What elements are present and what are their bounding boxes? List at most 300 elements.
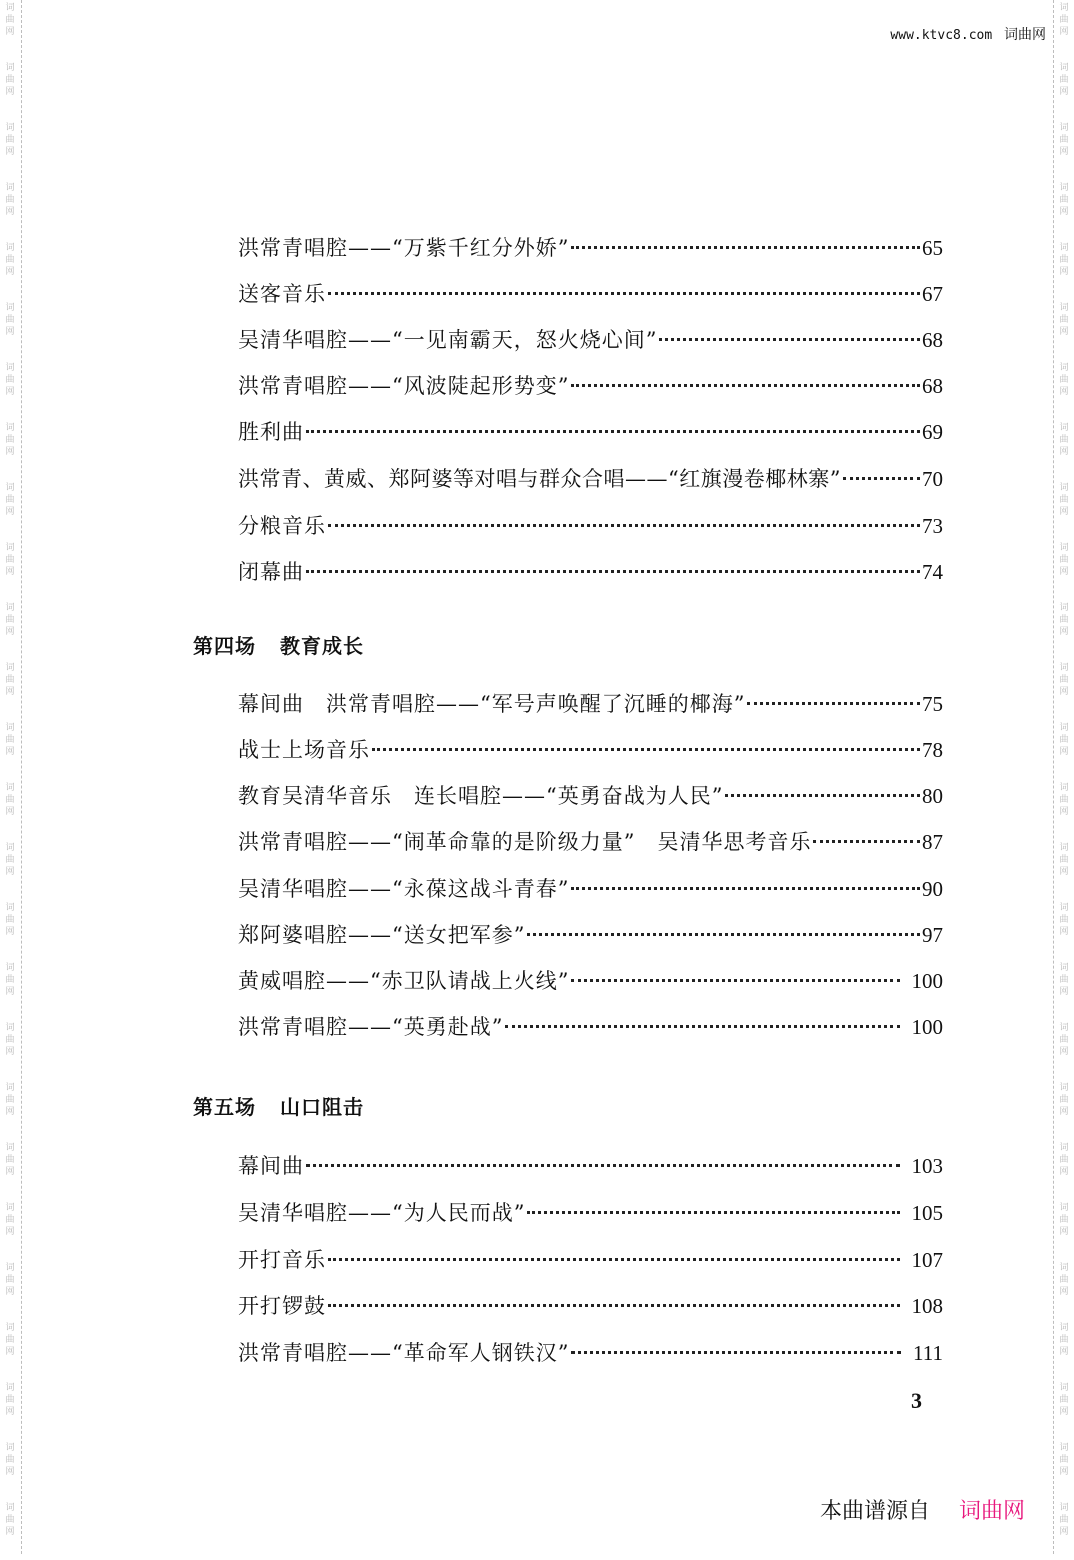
toc-entry-title: 分粮音乐 (238, 514, 326, 538)
watermark-group (5, 1320, 14, 1380)
toc-entry-title: 吴清华唱腔——“一见南霸天，怒火烧心间” (238, 328, 658, 352)
watermark-char: 网 (1059, 1107, 1069, 1117)
toc-entry-title: 教育吴清华音乐 连长唱腔——“英勇奋战为人民” (238, 784, 724, 808)
watermark-char: 词 (5, 3, 15, 13)
right-margin-dashed-line (1053, 0, 1054, 1554)
watermark-char: 网 (5, 147, 15, 157)
dot-leader (813, 840, 920, 843)
watermark-group (1059, 720, 1068, 780)
watermark-char: 网 (5, 627, 15, 637)
right-watermark-column (1055, 0, 1073, 1560)
watermark-group (5, 600, 14, 660)
watermark-group (5, 660, 14, 720)
scene-number: 第四场 (193, 634, 256, 658)
watermark-char: 曲 (5, 555, 15, 565)
watermark-group (5, 1020, 14, 1080)
watermark-char: 网 (5, 807, 15, 817)
watermark-char: 网 (1059, 447, 1069, 457)
toc-entry-page: 68 (922, 374, 943, 398)
watermark-char: 曲 (5, 315, 15, 325)
watermark-char: 曲 (5, 915, 15, 925)
toc-entry-title: 洪常青唱腔——“英勇赴战” (238, 1015, 504, 1039)
toc-entry-title: 战士上场音乐 (238, 738, 370, 762)
watermark-char: 网 (1059, 1407, 1069, 1417)
dot-leader (571, 1351, 901, 1354)
watermark-char: 网 (5, 1527, 15, 1537)
toc-entry (238, 782, 943, 810)
toc-entry (238, 326, 943, 354)
dot-leader (659, 338, 920, 341)
toc-entry (238, 1199, 943, 1227)
toc-entry-page: 100 (911, 969, 943, 993)
toc-entry-title: 吴清华唱腔——“为人民而战” (238, 1201, 526, 1225)
watermark-char: 网 (5, 687, 15, 697)
toc-entry-title: 送客音乐 (238, 282, 326, 306)
watermark-char: 词 (5, 303, 15, 313)
site-header (890, 24, 1046, 44)
toc-entry-page: 87 (922, 830, 943, 854)
watermark-group (5, 1440, 14, 1500)
watermark-char: 网 (5, 447, 15, 457)
watermark-group (1059, 660, 1068, 720)
watermark-char: 网 (1059, 867, 1069, 877)
dot-leader (505, 1025, 899, 1028)
watermark-group (1059, 780, 1068, 840)
watermark-char: 网 (1059, 747, 1069, 757)
watermark-group (1059, 1080, 1068, 1140)
watermark-char: 词 (5, 1203, 15, 1213)
toc-entry-page: 111 (913, 1341, 943, 1365)
left-watermark-column (1, 0, 19, 1560)
watermark-char: 曲 (5, 255, 15, 265)
toc-entry-page: 107 (911, 1248, 943, 1272)
watermark-char: 网 (5, 1407, 15, 1417)
watermark-char: 网 (1059, 567, 1069, 577)
toc-entry (238, 418, 943, 446)
watermark-char: 曲 (1059, 1515, 1069, 1525)
watermark-char: 网 (1059, 27, 1069, 37)
toc-entry-title: 幕间曲 (238, 1154, 304, 1178)
toc-entry (238, 1246, 943, 1274)
scene-number: 第五场 (193, 1095, 256, 1119)
watermark-char: 曲 (1059, 315, 1069, 325)
watermark-char: 网 (5, 1107, 15, 1117)
watermark-group (1059, 420, 1068, 480)
footer-source (820, 1494, 1025, 1525)
dot-leader (372, 748, 920, 751)
toc-entry-title: 开打音乐 (238, 1248, 326, 1272)
toc-entry-title: 洪常青唱腔——“闹革命靠的是阶级力量” 吴清华思考音乐 (238, 830, 812, 854)
watermark-char: 网 (5, 27, 15, 37)
watermark-char: 曲 (5, 375, 15, 385)
watermark-char: 词 (1059, 1383, 1069, 1393)
watermark-group (5, 720, 14, 780)
scene-name: 山口阻击 (280, 1095, 364, 1119)
watermark-char: 词 (5, 663, 15, 673)
toc-entry (238, 828, 943, 856)
watermark-char: 曲 (1059, 795, 1069, 805)
watermark-char: 网 (5, 927, 15, 937)
watermark-char: 词 (1059, 1323, 1069, 1333)
watermark-char: 网 (1059, 1347, 1069, 1357)
watermark-char: 网 (1059, 1527, 1069, 1537)
watermark-group (1059, 240, 1068, 300)
watermark-group (5, 1500, 14, 1560)
watermark-char: 曲 (1059, 495, 1069, 505)
watermark-char: 词 (1059, 663, 1069, 673)
watermark-group (1059, 300, 1068, 360)
watermark-char: 词 (5, 543, 15, 553)
watermark-char: 曲 (1059, 1395, 1069, 1405)
watermark-char: 词 (1059, 603, 1069, 613)
watermark-char: 网 (1059, 627, 1069, 637)
watermark-char: 曲 (1059, 255, 1069, 265)
toc-entry-page: 74 (922, 560, 943, 584)
watermark-group (5, 840, 14, 900)
watermark-char: 曲 (5, 1275, 15, 1285)
toc-entry-title: 开打锣鼓 (238, 1294, 326, 1318)
watermark-char: 网 (5, 567, 15, 577)
watermark-char: 词 (5, 783, 15, 793)
watermark-char: 词 (5, 1143, 15, 1153)
watermark-char: 词 (5, 483, 15, 493)
toc-entry-page: 105 (911, 1201, 943, 1225)
watermark-char: 词 (1059, 723, 1069, 733)
watermark-group (5, 360, 14, 420)
toc-entry (238, 558, 943, 586)
watermark-char: 曲 (1059, 15, 1069, 25)
watermark-char: 词 (5, 1503, 15, 1513)
watermark-char: 网 (1059, 267, 1069, 277)
watermark-group (5, 240, 14, 300)
watermark-group (1059, 360, 1068, 420)
watermark-group (1059, 1380, 1068, 1440)
watermark-char: 词 (5, 1083, 15, 1093)
dot-leader (747, 702, 920, 705)
toc-entry (238, 921, 943, 949)
toc-entry-page: 80 (922, 784, 943, 808)
watermark-char: 曲 (1059, 1215, 1069, 1225)
watermark-group (1059, 1200, 1068, 1260)
watermark-group (1059, 900, 1068, 960)
watermark-group (1059, 540, 1068, 600)
watermark-group (5, 1380, 14, 1440)
section-heading-scene4 (193, 630, 364, 659)
watermark-char: 曲 (5, 675, 15, 685)
watermark-group (5, 780, 14, 840)
watermark-char: 词 (5, 63, 15, 73)
toc-entry-title: 幕间曲 洪常青唱腔——“军号声唤醒了沉睡的椰海” (238, 692, 746, 716)
watermark-char: 曲 (1059, 1275, 1069, 1285)
watermark-char: 词 (1059, 423, 1069, 433)
watermark-char: 网 (1059, 927, 1069, 937)
toc-entry-page: 90 (922, 877, 943, 901)
watermark-group (1059, 840, 1068, 900)
toc-entry (238, 1292, 943, 1320)
watermark-char: 网 (5, 747, 15, 757)
toc-entry-title: 黄威唱腔——“赤卫队请战上火线” (238, 969, 570, 993)
watermark-group (5, 300, 14, 360)
watermark-char: 曲 (5, 495, 15, 505)
dot-leader (725, 794, 920, 797)
watermark-char: 词 (1059, 1203, 1069, 1213)
watermark-char: 词 (1059, 63, 1069, 73)
source-label: 本曲谱源自 (820, 1499, 931, 1524)
toc-entry-title: 洪常青唱腔——“风波陡起形势变” (238, 374, 570, 398)
watermark-char: 曲 (5, 15, 15, 25)
watermark-char: 曲 (5, 195, 15, 205)
dot-leader (328, 1304, 900, 1307)
watermark-char: 网 (1059, 1227, 1069, 1237)
watermark-char: 曲 (1059, 1455, 1069, 1465)
toc-entry (238, 1013, 943, 1041)
watermark-char: 网 (1059, 327, 1069, 337)
watermark-char: 词 (1059, 483, 1069, 493)
dot-leader (571, 384, 920, 387)
dot-leader (328, 1258, 900, 1261)
watermark-group (1059, 60, 1068, 120)
watermark-group (1059, 1260, 1068, 1320)
watermark-char: 网 (5, 867, 15, 877)
dot-leader (328, 524, 920, 527)
toc-entry (238, 1152, 943, 1180)
watermark-char: 网 (5, 507, 15, 517)
watermark-char: 词 (1059, 1023, 1069, 1033)
watermark-char: 曲 (5, 855, 15, 865)
watermark-char: 词 (5, 1443, 15, 1453)
toc-entry-page: 69 (922, 420, 943, 444)
watermark-char: 网 (5, 1467, 15, 1477)
dot-leader (527, 1211, 899, 1214)
toc-entry-page: 75 (922, 692, 943, 716)
watermark-char: 词 (5, 423, 15, 433)
watermark-group (1059, 1440, 1068, 1500)
dot-leader (571, 979, 899, 982)
watermark-char: 曲 (5, 735, 15, 745)
watermark-char: 词 (1059, 1083, 1069, 1093)
watermark-group (1059, 120, 1068, 180)
section-heading-scene5 (193, 1091, 364, 1120)
watermark-char: 曲 (5, 975, 15, 985)
toc-entry (238, 512, 943, 540)
watermark-char: 词 (1059, 1263, 1069, 1273)
watermark-char: 网 (5, 1167, 15, 1177)
scene-name: 教育成长 (280, 634, 364, 658)
watermark-char: 词 (5, 963, 15, 973)
watermark-char: 词 (1059, 963, 1069, 973)
watermark-char: 网 (1059, 1047, 1069, 1057)
watermark-char: 词 (5, 123, 15, 133)
watermark-char: 曲 (1059, 855, 1069, 865)
watermark-char: 曲 (1059, 615, 1069, 625)
watermark-char: 词 (5, 1023, 15, 1033)
watermark-group (5, 1200, 14, 1260)
watermark-char: 网 (5, 1347, 15, 1357)
watermark-char: 词 (5, 1323, 15, 1333)
watermark-char: 网 (5, 1047, 15, 1057)
toc-entry-page: 100 (911, 1015, 943, 1039)
watermark-char: 网 (5, 1287, 15, 1297)
dot-leader (328, 292, 920, 295)
watermark-char: 网 (5, 327, 15, 337)
watermark-char: 曲 (5, 1395, 15, 1405)
watermark-char: 词 (1059, 783, 1069, 793)
watermark-char: 词 (1059, 363, 1069, 373)
watermark-char: 网 (1059, 1167, 1069, 1177)
watermark-char: 词 (1059, 1503, 1069, 1513)
dot-leader (306, 430, 920, 433)
watermark-char: 曲 (1059, 975, 1069, 985)
watermark-char: 词 (1059, 123, 1069, 133)
watermark-char: 词 (5, 183, 15, 193)
watermark-char: 曲 (1059, 735, 1069, 745)
site-name: 词曲网 (1004, 27, 1046, 43)
watermark-char: 网 (5, 87, 15, 97)
toc-entry-title: 郑阿婆唱腔——“送女把军参” (238, 923, 526, 947)
watermark-char: 网 (5, 1227, 15, 1237)
watermark-group (5, 0, 14, 60)
toc-entry-page: 78 (922, 738, 943, 762)
toc-entry-page: 65 (922, 236, 943, 260)
watermark-char: 词 (5, 603, 15, 613)
toc-entry-page: 68 (922, 328, 943, 352)
watermark-char: 网 (1059, 807, 1069, 817)
watermark-char: 网 (1059, 987, 1069, 997)
toc-entry-title: 吴清华唱腔——“永葆这战斗青春” (238, 877, 570, 901)
toc-entry (238, 234, 943, 262)
watermark-char: 曲 (1059, 1155, 1069, 1165)
toc-entry (238, 465, 943, 493)
watermark-char: 曲 (1059, 1035, 1069, 1045)
watermark-char: 曲 (1059, 375, 1069, 385)
watermark-char: 网 (1059, 507, 1069, 517)
toc-entry-title: 洪常青唱腔——“万紫千红分外娇” (238, 236, 570, 260)
watermark-char: 曲 (1059, 75, 1069, 85)
toc-entry (238, 736, 943, 764)
watermark-char: 词 (5, 243, 15, 253)
toc-entry (238, 280, 943, 308)
watermark-char: 曲 (5, 615, 15, 625)
toc-entry-page: 108 (911, 1294, 943, 1318)
toc-entry-page: 70 (922, 467, 943, 491)
watermark-char: 网 (1059, 687, 1069, 697)
watermark-group (5, 1080, 14, 1140)
watermark-char: 曲 (5, 1095, 15, 1105)
watermark-char: 曲 (1059, 675, 1069, 685)
watermark-group (1059, 1500, 1068, 1560)
watermark-char: 曲 (5, 1035, 15, 1045)
watermark-char: 网 (1059, 207, 1069, 217)
source-brand-link[interactable]: 词曲网 (959, 1499, 1026, 1524)
watermark-char: 网 (1059, 87, 1069, 97)
watermark-group (1059, 0, 1068, 60)
watermark-char: 网 (5, 987, 15, 997)
watermark-group (5, 1140, 14, 1200)
watermark-char: 曲 (5, 795, 15, 805)
site-url: www.ktvc8.com (890, 28, 993, 43)
dot-leader (306, 1164, 900, 1167)
toc-entry (238, 372, 943, 400)
watermark-char: 网 (1059, 147, 1069, 157)
toc-entry-title: 闭幕曲 (238, 560, 304, 584)
toc-entry (238, 967, 943, 995)
watermark-char: 网 (1059, 1467, 1069, 1477)
watermark-char: 曲 (5, 1335, 15, 1345)
watermark-char: 词 (1059, 303, 1069, 313)
watermark-char: 词 (1059, 543, 1069, 553)
toc-entry (238, 690, 943, 718)
toc-entry (238, 1339, 943, 1367)
watermark-char: 网 (1059, 1287, 1069, 1297)
watermark-char: 词 (5, 723, 15, 733)
watermark-char: 曲 (5, 1515, 15, 1525)
watermark-group (5, 900, 14, 960)
watermark-group (5, 960, 14, 1020)
watermark-char: 网 (1059, 387, 1069, 397)
watermark-char: 曲 (1059, 1335, 1069, 1345)
watermark-char: 词 (5, 1263, 15, 1273)
watermark-group (5, 120, 14, 180)
watermark-char: 词 (1059, 843, 1069, 853)
watermark-group (1059, 1140, 1068, 1200)
watermark-group (5, 1260, 14, 1320)
dot-leader (306, 570, 920, 573)
toc-entry-title: 洪常青、黄威、郑阿婆等对唱与群众合唱——“红旗漫卷椰林寨” (238, 467, 841, 491)
watermark-group (5, 540, 14, 600)
watermark-char: 词 (5, 843, 15, 853)
watermark-char: 词 (1059, 1443, 1069, 1453)
watermark-char: 曲 (1059, 1095, 1069, 1105)
toc-entry-page: 103 (911, 1154, 943, 1178)
watermark-group (5, 60, 14, 120)
dot-leader (571, 246, 920, 249)
watermark-group (5, 480, 14, 540)
watermark-group (5, 180, 14, 240)
watermark-char: 曲 (1059, 435, 1069, 445)
dot-leader (843, 477, 920, 480)
watermark-char: 词 (1059, 3, 1069, 13)
watermark-char: 曲 (5, 135, 15, 145)
watermark-group (1059, 960, 1068, 1020)
page-number: 3 (911, 1388, 922, 1413)
watermark-char: 曲 (1059, 915, 1069, 925)
watermark-group (1059, 1020, 1068, 1080)
toc-entry-page: 73 (922, 514, 943, 538)
dot-leader (527, 933, 920, 936)
watermark-group (5, 420, 14, 480)
toc-entry-page: 97 (922, 923, 943, 947)
toc-entry-title: 胜利曲 (238, 420, 304, 444)
watermark-char: 词 (1059, 903, 1069, 913)
watermark-group (1059, 180, 1068, 240)
dot-leader (571, 887, 920, 890)
watermark-char: 词 (5, 363, 15, 373)
watermark-char: 网 (5, 207, 15, 217)
watermark-char: 曲 (5, 1215, 15, 1225)
watermark-char: 曲 (1059, 195, 1069, 205)
watermark-char: 曲 (5, 1455, 15, 1465)
watermark-char: 曲 (5, 1155, 15, 1165)
watermark-group (1059, 480, 1068, 540)
toc-entry-title: 洪常青唱腔——“革命军人钢铁汉” (238, 1341, 570, 1365)
watermark-char: 词 (1059, 183, 1069, 193)
watermark-char: 网 (5, 267, 15, 277)
watermark-char: 词 (1059, 1143, 1069, 1153)
watermark-char: 曲 (5, 75, 15, 85)
left-margin-dashed-line (21, 0, 22, 1554)
watermark-group (1059, 1320, 1068, 1380)
watermark-char: 曲 (5, 435, 15, 445)
